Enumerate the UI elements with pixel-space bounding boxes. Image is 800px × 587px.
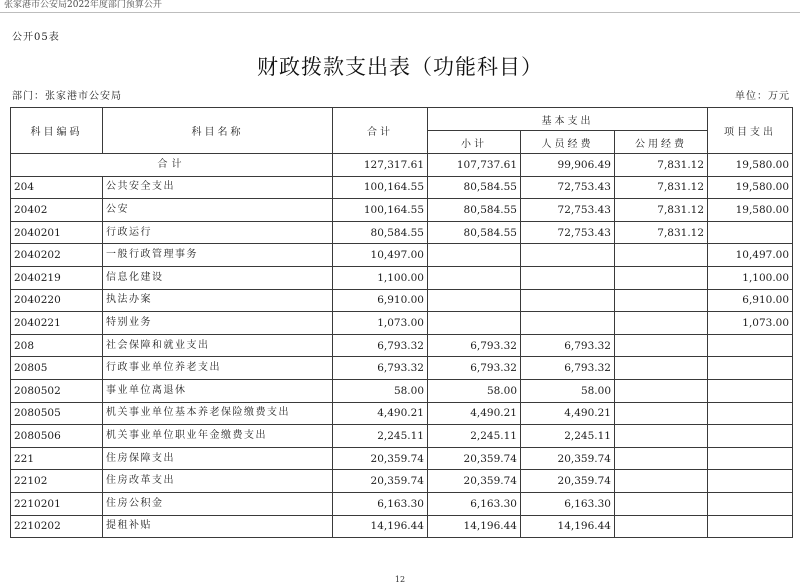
cell-public: [615, 402, 708, 425]
cell-personnel: 2,245.11: [521, 425, 615, 448]
table-row: [11, 244, 793, 267]
table-row: [11, 176, 793, 199]
cell-total: 4,490.21: [333, 402, 428, 425]
cell-personnel: [521, 312, 615, 335]
cell-project: [708, 425, 793, 448]
cell-code: 2080502: [11, 379, 103, 402]
table-row: [11, 357, 793, 380]
cell-code: 208: [11, 334, 103, 357]
budget-table: [10, 107, 793, 538]
table-row: [11, 289, 793, 312]
cell-subtotal: 20,359.74: [428, 470, 521, 493]
cell-total: 1,100.00: [333, 266, 428, 289]
cell-project: 1,100.00: [708, 266, 793, 289]
cell-name: 住房改革支出: [103, 470, 333, 493]
cell-subtotal: 6,793.32: [428, 357, 521, 380]
cell-project: 19,580.00: [708, 176, 793, 199]
total-label: 合计: [11, 154, 333, 177]
total-cell-personnel: 99,906.49: [521, 154, 615, 177]
cell-subtotal: [428, 244, 521, 267]
cell-personnel: 20,359.74: [521, 447, 615, 470]
cell-total: 6,793.32: [333, 334, 428, 357]
cell-code: 2080505: [11, 402, 103, 425]
cell-public: [615, 492, 708, 515]
cell-total: 6,793.32: [333, 357, 428, 380]
cell-personnel: 6,163.30: [521, 492, 615, 515]
cell-name: 一般行政管理事务: [103, 244, 333, 267]
table-row: [11, 492, 793, 515]
total-cell-total: 127,317.61: [333, 154, 428, 177]
cell-personnel: 58.00: [521, 379, 615, 402]
cell-code: 221: [11, 447, 103, 470]
cell-project: 10,497.00: [708, 244, 793, 267]
cell-personnel: 6,793.32: [521, 357, 615, 380]
cell-public: [615, 357, 708, 380]
cell-total: 100,164.55: [333, 199, 428, 222]
cell-name: 特别业务: [103, 312, 333, 335]
cell-project: [708, 470, 793, 493]
cell-subtotal: 80,584.55: [428, 199, 521, 222]
cell-project: [708, 515, 793, 538]
cell-code: 2210202: [11, 515, 103, 538]
cell-name: 住房公积金: [103, 492, 333, 515]
cell-name: 执法办案: [103, 289, 333, 312]
cell-name: 公安: [103, 199, 333, 222]
cell-project: 19,580.00: [708, 199, 793, 222]
cell-project: [708, 492, 793, 515]
total-cell-subtotal: 107,737.61: [428, 154, 521, 177]
cell-project: [708, 379, 793, 402]
cell-code: 22102: [11, 470, 103, 493]
header-public: 公用经费: [615, 131, 708, 154]
table-row: [11, 334, 793, 357]
department-label: 部门：张家港市公安局: [12, 91, 122, 102]
cell-project: [708, 334, 793, 357]
cell-name: 提租补贴: [103, 515, 333, 538]
cell-project: [708, 447, 793, 470]
cell-subtotal: 80,584.55: [428, 176, 521, 199]
table-row: [11, 266, 793, 289]
table-row: [11, 379, 793, 402]
header-divider: [0, 12, 800, 13]
cell-total: 1,073.00: [333, 312, 428, 335]
cell-public: 7,831.12: [615, 199, 708, 222]
cell-subtotal: [428, 312, 521, 335]
table-number: 公开05表: [12, 32, 60, 43]
cell-subtotal: [428, 266, 521, 289]
header-basic-expenditure: 基本支出: [428, 108, 708, 131]
cell-code: 2040201: [11, 221, 103, 244]
cell-public: [615, 312, 708, 335]
table-body: [11, 154, 793, 538]
cell-code: 2040220: [11, 289, 103, 312]
table-row: [11, 221, 793, 244]
page-number: 12: [394, 575, 406, 584]
table-row: [11, 402, 793, 425]
cell-subtotal: 6,163.30: [428, 492, 521, 515]
table-row: [11, 199, 793, 222]
cell-code: 204: [11, 176, 103, 199]
cell-name: 信息化建设: [103, 266, 333, 289]
total-cell-project: 19,580.00: [708, 154, 793, 177]
cell-total: 14,196.44: [333, 515, 428, 538]
cell-personnel: 72,753.43: [521, 199, 615, 222]
table-header: [11, 108, 793, 154]
cell-code: 2040219: [11, 266, 103, 289]
cell-public: [615, 244, 708, 267]
cell-code: 2040202: [11, 244, 103, 267]
cell-personnel: 14,196.44: [521, 515, 615, 538]
cell-code: 20805: [11, 357, 103, 380]
document-header: 张家港市公安局2022年度部门预算公开: [4, 0, 162, 10]
header-code: 科目编码: [11, 108, 103, 154]
header-project-expenditure: 项目支出: [708, 108, 793, 154]
cell-code: 2040221: [11, 312, 103, 335]
cell-project: 1,073.00: [708, 312, 793, 335]
header-personnel: 人员经费: [521, 131, 615, 154]
unit-label: 单位：万元: [735, 91, 790, 102]
cell-subtotal: 58.00: [428, 379, 521, 402]
cell-personnel: [521, 244, 615, 267]
cell-code: 2080506: [11, 425, 103, 448]
cell-public: [615, 379, 708, 402]
cell-project: [708, 357, 793, 380]
cell-project: 6,910.00: [708, 289, 793, 312]
header-total: 合计: [333, 108, 428, 154]
total-cell-public: 7,831.12: [615, 154, 708, 177]
total-row: [11, 154, 793, 177]
cell-public: [615, 334, 708, 357]
cell-subtotal: 4,490.21: [428, 402, 521, 425]
cell-project: [708, 221, 793, 244]
cell-subtotal: [428, 289, 521, 312]
header-row: [11, 108, 793, 131]
cell-total: 20,359.74: [333, 470, 428, 493]
cell-subtotal: 80,584.55: [428, 221, 521, 244]
cell-public: [615, 425, 708, 448]
cell-total: 2,245.11: [333, 425, 428, 448]
cell-subtotal: 20,359.74: [428, 447, 521, 470]
cell-total: 58.00: [333, 379, 428, 402]
cell-total: 20,359.74: [333, 447, 428, 470]
header-name: 科目名称: [103, 108, 333, 154]
cell-name: 行政运行: [103, 221, 333, 244]
cell-total: 100,164.55: [333, 176, 428, 199]
cell-name: 住房保障支出: [103, 447, 333, 470]
cell-personnel: 4,490.21: [521, 402, 615, 425]
cell-name: 社会保障和就业支出: [103, 334, 333, 357]
table-row: [11, 515, 793, 538]
cell-personnel: 72,753.43: [521, 176, 615, 199]
cell-public: [615, 266, 708, 289]
cell-name: 公共安全支出: [103, 176, 333, 199]
cell-personnel: [521, 289, 615, 312]
cell-code: 2210201: [11, 492, 103, 515]
table-row: [11, 312, 793, 335]
cell-total: 80,584.55: [333, 221, 428, 244]
header-subtotal: 小计: [428, 131, 521, 154]
cell-public: 7,831.12: [615, 221, 708, 244]
table-row: [11, 470, 793, 493]
cell-name: 事业单位离退休: [103, 379, 333, 402]
cell-total: 10,497.00: [333, 244, 428, 267]
cell-code: 20402: [11, 199, 103, 222]
cell-personnel: [521, 266, 615, 289]
cell-total: 6,910.00: [333, 289, 428, 312]
cell-public: [615, 470, 708, 493]
cell-personnel: 6,793.32: [521, 334, 615, 357]
cell-personnel: 72,753.43: [521, 221, 615, 244]
cell-public: [615, 515, 708, 538]
cell-name: 机关事业单位基本养老保险缴费支出: [103, 402, 333, 425]
table-row: [11, 425, 793, 448]
table-row: [11, 447, 793, 470]
cell-total: 6,163.30: [333, 492, 428, 515]
cell-project: [708, 402, 793, 425]
cell-public: [615, 289, 708, 312]
cell-subtotal: 14,196.44: [428, 515, 521, 538]
cell-subtotal: 2,245.11: [428, 425, 521, 448]
cell-personnel: 20,359.74: [521, 470, 615, 493]
cell-name: 行政事业单位养老支出: [103, 357, 333, 380]
cell-public: 7,831.12: [615, 176, 708, 199]
page-title: 财政拨款支出表（功能科目）: [257, 55, 543, 79]
cell-subtotal: 6,793.32: [428, 334, 521, 357]
cell-name: 机关事业单位职业年金缴费支出: [103, 425, 333, 448]
cell-public: [615, 447, 708, 470]
